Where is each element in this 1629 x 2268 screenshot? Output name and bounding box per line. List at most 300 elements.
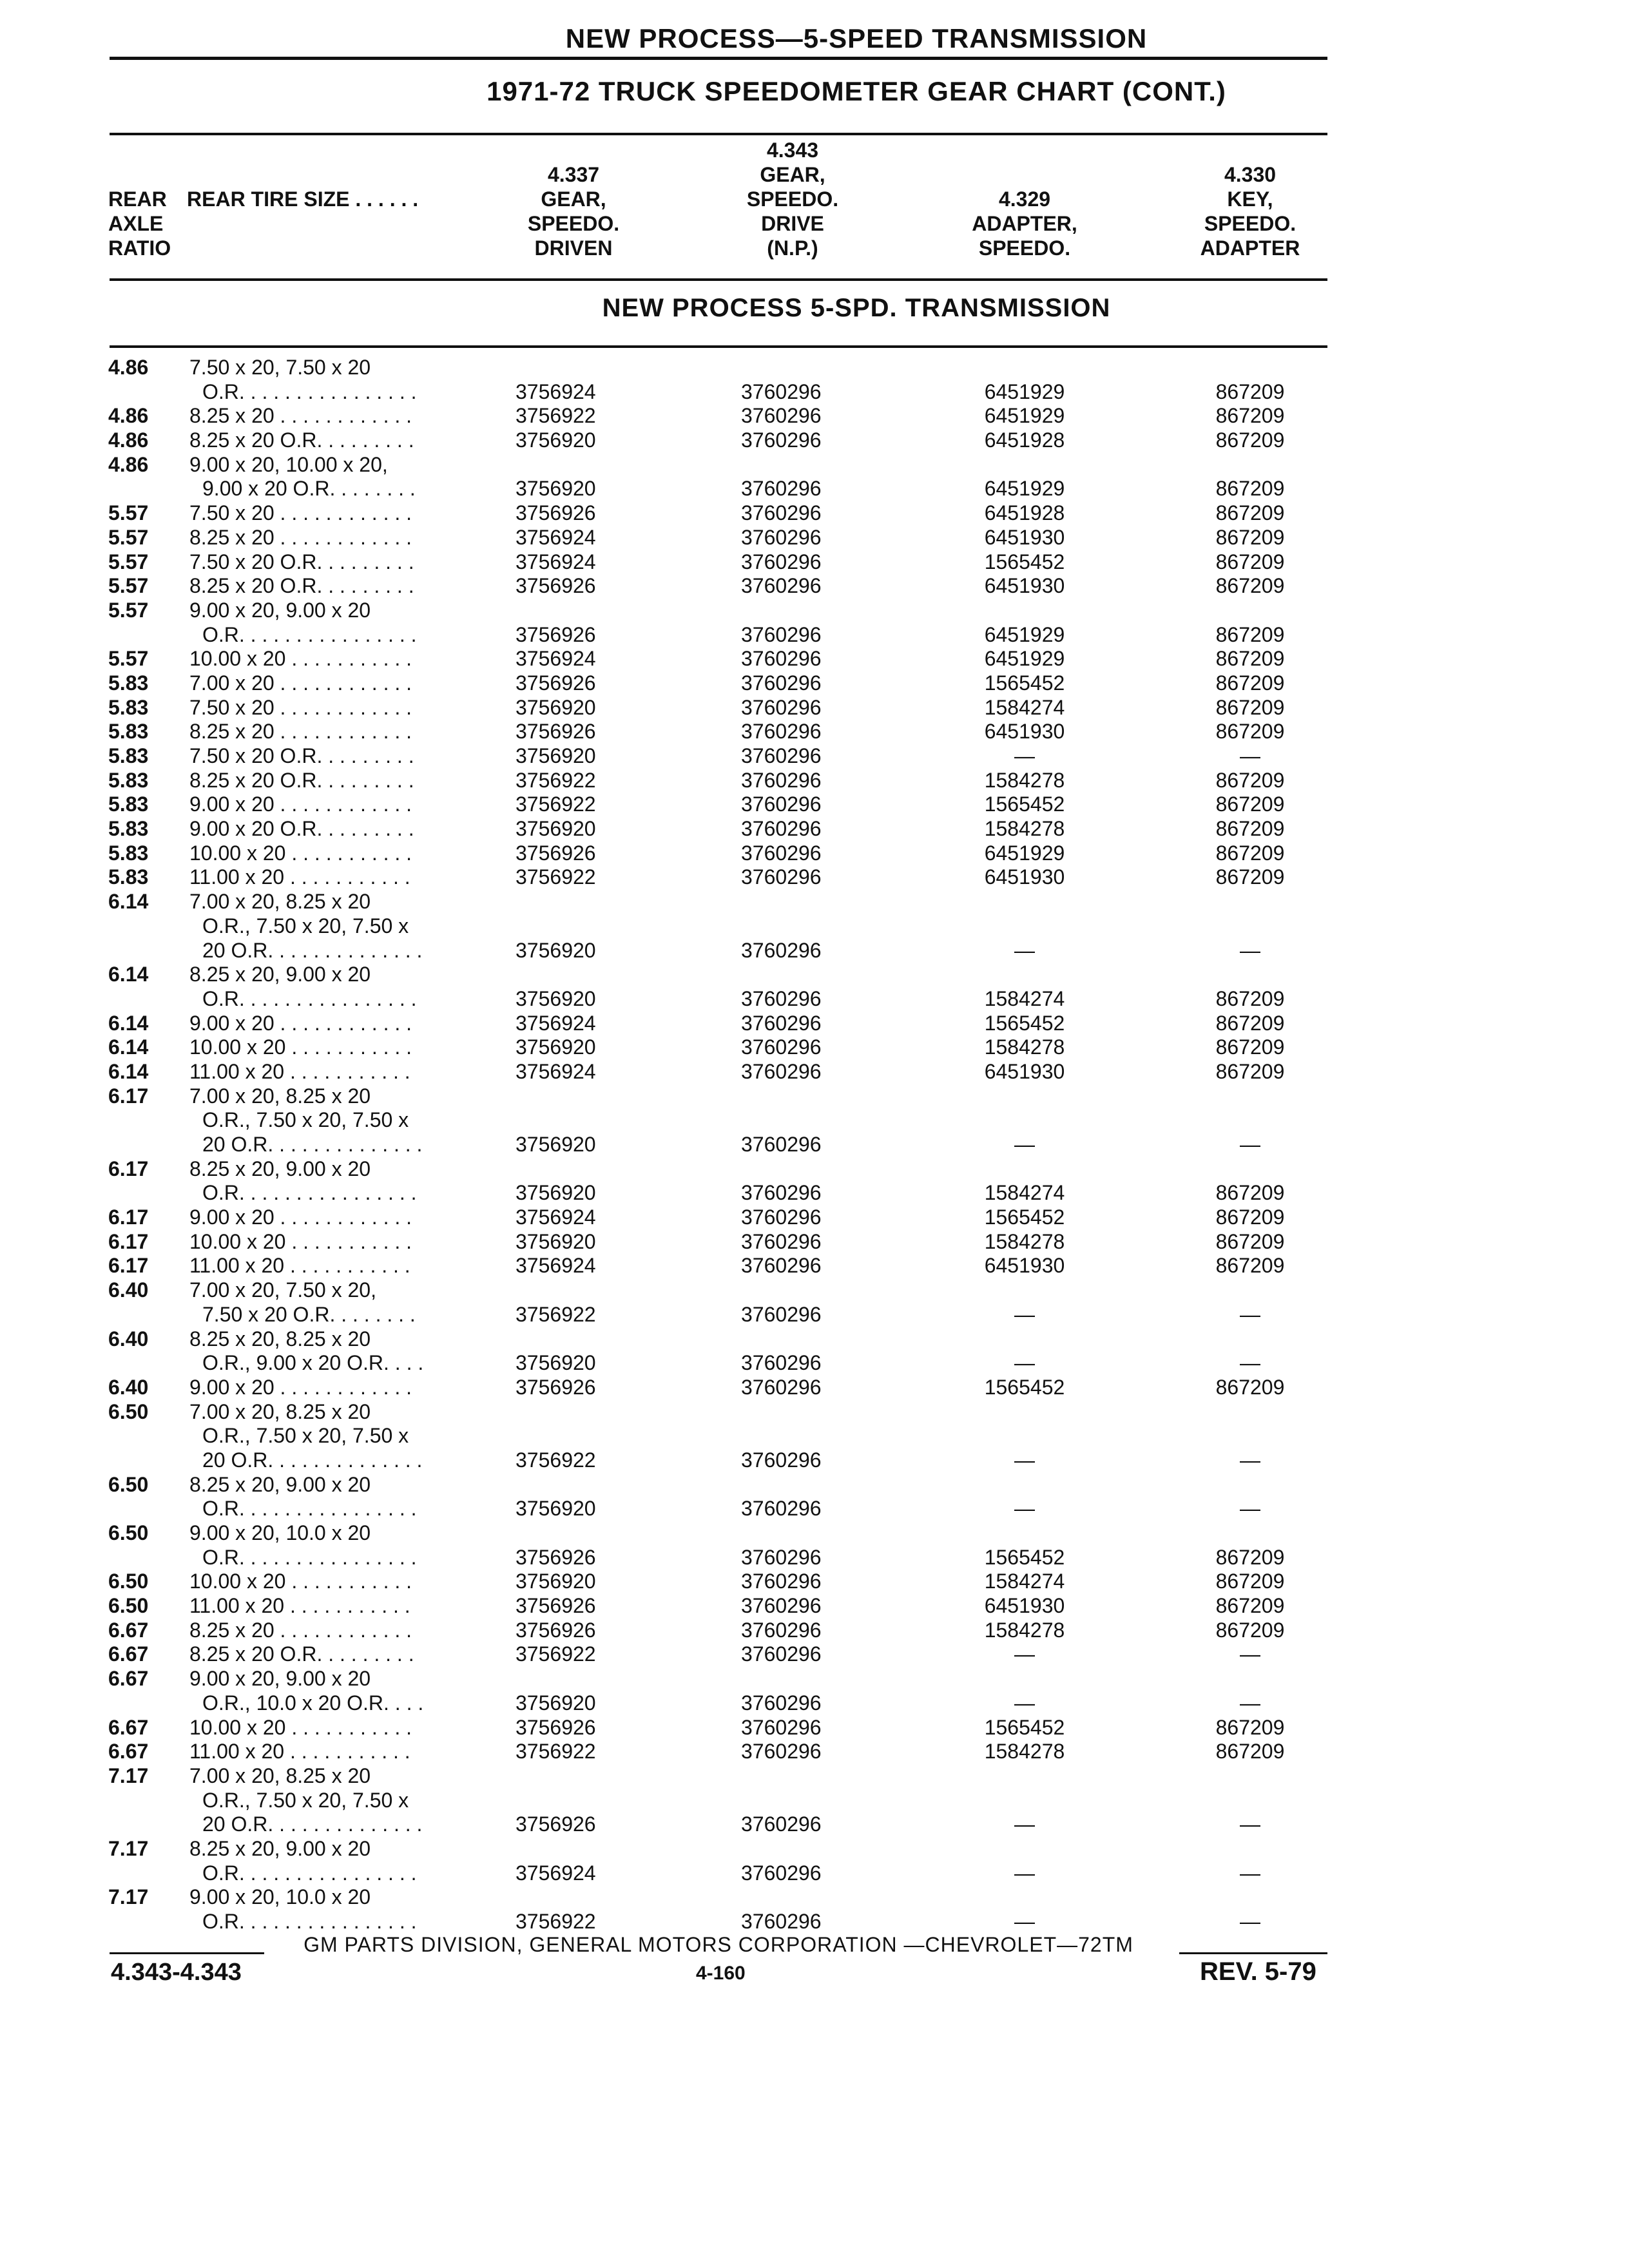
drive-gear-cell: 3760296 bbox=[741, 428, 822, 452]
footer-page-number: 4-160 bbox=[696, 1963, 746, 1984]
adapter-key-cell: — bbox=[1240, 1910, 1260, 1933]
axle-ratio-cell: 5.57 bbox=[108, 574, 149, 598]
adapter-key-cell: 867209 bbox=[1215, 428, 1285, 452]
adapter-key-cell: 867209 bbox=[1215, 647, 1285, 671]
driven-gear-cell: 3756924 bbox=[516, 1254, 596, 1278]
adapter-key-cell: 867209 bbox=[1215, 768, 1285, 792]
drive-gear-cell: 3760296 bbox=[741, 744, 822, 767]
tire-size-cell: 9.00 x 20 O.R. . . . . . . . . bbox=[189, 817, 414, 841]
adapter-key-cell: 867209 bbox=[1215, 671, 1285, 695]
axle-ratio-cell: 5.83 bbox=[108, 817, 149, 841]
driven-gear-cell: 3756926 bbox=[516, 1375, 596, 1399]
adapter-cell: — bbox=[1014, 1351, 1035, 1375]
adapter-cell: 1565452 bbox=[984, 1545, 1065, 1569]
table-row bbox=[0, 1084, 1629, 1109]
driven-gear-cell: 3756922 bbox=[516, 865, 596, 889]
table-row bbox=[0, 1521, 1629, 1546]
table-row bbox=[0, 1619, 1629, 1643]
table-row bbox=[0, 769, 1629, 793]
table-row bbox=[0, 453, 1629, 477]
axle-ratio-cell: 6.67 bbox=[108, 1642, 149, 1666]
driven-gear-cell: 3756924 bbox=[516, 1861, 596, 1885]
axle-ratio-cell: 6.50 bbox=[108, 1472, 149, 1496]
drive-gear-cell: 3760296 bbox=[741, 550, 822, 573]
adapter-key-cell: 867209 bbox=[1215, 695, 1285, 719]
tire-size-cell: 8.25 x 20 O.R. . . . . . . . . bbox=[189, 768, 414, 792]
driven-gear-cell: 3756920 bbox=[516, 938, 596, 962]
adapter-cell: — bbox=[1014, 1910, 1035, 1933]
table-row bbox=[0, 1448, 1629, 1473]
page-title: NEW PROCESS—5-SPEED TRANSMISSION bbox=[565, 23, 1148, 53]
axle-ratio-cell: 6.17 bbox=[108, 1084, 149, 1108]
adapter-key-cell: 867209 bbox=[1215, 622, 1285, 646]
driven-gear-cell: 3756924 bbox=[516, 550, 596, 573]
adapter-key-cell: 867209 bbox=[1215, 477, 1285, 501]
table-row bbox=[0, 841, 1629, 866]
adapter-cell: — bbox=[1014, 1861, 1035, 1885]
adapter-cell: 6451930 bbox=[984, 525, 1065, 549]
tire-size-cell: O.R., 7.50 x 20, 7.50 x bbox=[202, 1108, 409, 1132]
adapter-key-cell: 867209 bbox=[1215, 1570, 1285, 1593]
adapter-cell: 6451928 bbox=[984, 428, 1065, 452]
driven-gear-cell: 3756920 bbox=[516, 1497, 596, 1521]
drive-gear-cell: 3760296 bbox=[741, 671, 822, 695]
adapter-key-cell: 867209 bbox=[1215, 380, 1285, 403]
drive-gear-cell: 3760296 bbox=[741, 720, 822, 744]
adapter-key-cell: 867209 bbox=[1215, 550, 1285, 573]
drive-gear-cell: 3760296 bbox=[741, 1181, 822, 1205]
table-row bbox=[0, 1594, 1629, 1619]
table-row bbox=[0, 1497, 1629, 1521]
drive-gear-cell: 3760296 bbox=[741, 1740, 822, 1763]
driven-gear-cell: 3756926 bbox=[516, 501, 596, 525]
tire-size-cell: 8.25 x 20 . . . . . . . . . . . . bbox=[189, 404, 412, 428]
axle-ratio-cell: 5.83 bbox=[108, 768, 149, 792]
adapter-cell: 1584278 bbox=[984, 1229, 1065, 1253]
table-row bbox=[0, 1060, 1629, 1084]
axle-ratio-cell: 6.17 bbox=[108, 1254, 149, 1278]
title-rule bbox=[110, 57, 1327, 60]
header-key: 4.330 KEY, SPEEDO. ADAPTER bbox=[1200, 163, 1300, 260]
axle-ratio-cell: 6.17 bbox=[108, 1206, 149, 1229]
table-row bbox=[0, 865, 1629, 890]
table-row bbox=[0, 1012, 1629, 1036]
driven-gear-cell: 3756924 bbox=[516, 1059, 596, 1083]
adapter-cell: 6451929 bbox=[984, 622, 1065, 646]
driven-gear-cell: 3756922 bbox=[516, 793, 596, 816]
table-row bbox=[0, 1181, 1629, 1206]
table-row bbox=[0, 1910, 1629, 1934]
section-title: NEW PROCESS 5-SPD. TRANSMISSION bbox=[602, 294, 1111, 322]
drive-gear-cell: 3760296 bbox=[741, 1375, 822, 1399]
axle-ratio-cell: 6.40 bbox=[108, 1327, 149, 1350]
driven-gear-cell: 3756924 bbox=[516, 525, 596, 549]
adapter-key-cell: — bbox=[1240, 938, 1260, 962]
adapter-key-cell: — bbox=[1240, 1861, 1260, 1885]
driven-gear-cell: 3756924 bbox=[516, 647, 596, 671]
footer-revision: REV. 5-79 bbox=[1200, 1957, 1316, 1986]
tire-size-cell: 9.00 x 20, 10.00 x 20, bbox=[189, 452, 388, 476]
tire-size-cell: 9.00 x 20 O.R. . . . . . . . bbox=[202, 477, 416, 501]
drive-gear-cell: 3760296 bbox=[741, 1351, 822, 1375]
tire-size-cell: 20 O.R. . . . . . . . . . . . . . bbox=[202, 1133, 423, 1156]
tire-size-cell: 10.00 x 20 . . . . . . . . . . . bbox=[189, 647, 412, 671]
table-row bbox=[0, 1570, 1629, 1594]
tire-size-cell: 8.25 x 20, 8.25 x 20 bbox=[189, 1327, 371, 1350]
header-top-rule bbox=[110, 133, 1327, 135]
table-row bbox=[0, 1789, 1629, 1813]
axle-ratio-cell: 5.83 bbox=[108, 744, 149, 767]
tire-size-cell: 10.00 x 20 . . . . . . . . . . . bbox=[189, 1715, 412, 1739]
driven-gear-cell: 3756920 bbox=[516, 1570, 596, 1593]
adapter-key-cell: — bbox=[1240, 1133, 1260, 1156]
adapter-key-cell: — bbox=[1240, 744, 1260, 767]
driven-gear-cell: 3756920 bbox=[516, 817, 596, 841]
driven-gear-cell: 3756926 bbox=[516, 622, 596, 646]
driven-gear-cell: 3756920 bbox=[516, 1133, 596, 1156]
adapter-key-cell: 867209 bbox=[1215, 1740, 1285, 1763]
tire-size-cell: 8.25 x 20, 9.00 x 20 bbox=[189, 1472, 371, 1496]
driven-gear-cell: 3756924 bbox=[516, 380, 596, 403]
adapter-key-cell: — bbox=[1240, 1812, 1260, 1836]
table-row bbox=[0, 1764, 1629, 1789]
tire-size-cell: 7.50 x 20 . . . . . . . . . . . . bbox=[189, 695, 412, 719]
axle-ratio-cell: 6.67 bbox=[108, 1618, 149, 1642]
table-row bbox=[0, 526, 1629, 550]
driven-gear-cell: 3756920 bbox=[516, 1691, 596, 1715]
axle-ratio-cell: 6.17 bbox=[108, 1157, 149, 1180]
tire-size-cell: 8.25 x 20, 9.00 x 20 bbox=[189, 963, 371, 986]
adapter-cell: — bbox=[1014, 1302, 1035, 1326]
table-row bbox=[0, 671, 1629, 696]
adapter-cell: — bbox=[1014, 1133, 1035, 1156]
driven-gear-cell: 3756922 bbox=[516, 1740, 596, 1763]
driven-gear-cell: 3756926 bbox=[516, 1545, 596, 1569]
tire-size-cell: 10.00 x 20 . . . . . . . . . . . bbox=[189, 1229, 412, 1253]
driven-gear-cell: 3756922 bbox=[516, 1910, 596, 1933]
table-row bbox=[0, 817, 1629, 841]
axle-ratio-cell: 5.57 bbox=[108, 598, 149, 622]
driven-gear-cell: 3756922 bbox=[516, 1642, 596, 1666]
drive-gear-cell: 3760296 bbox=[741, 1642, 822, 1666]
tire-size-cell: 9.00 x 20 . . . . . . . . . . . . bbox=[189, 793, 412, 816]
drive-gear-cell: 3760296 bbox=[741, 1691, 822, 1715]
tire-size-cell: O.R. . . . . . . . . . . . . . . . bbox=[202, 1861, 417, 1885]
table-row bbox=[0, 1108, 1629, 1133]
driven-gear-cell: 3756920 bbox=[516, 744, 596, 767]
axle-ratio-cell: 6.17 bbox=[108, 1229, 149, 1253]
drive-gear-cell: 3760296 bbox=[741, 938, 822, 962]
adapter-cell: 1565452 bbox=[984, 550, 1065, 573]
tire-size-cell: 7.00 x 20, 8.25 x 20 bbox=[189, 1763, 371, 1787]
adapter-cell: 6451930 bbox=[984, 574, 1065, 598]
axle-ratio-cell: 5.57 bbox=[108, 501, 149, 525]
adapter-key-cell: 867209 bbox=[1215, 1181, 1285, 1205]
axle-ratio-cell: 4.86 bbox=[108, 428, 149, 452]
adapter-cell: — bbox=[1014, 1497, 1035, 1521]
tire-size-cell: 8.25 x 20 . . . . . . . . . . . . bbox=[189, 525, 412, 549]
tire-size-cell: 7.50 x 20, 7.50 x 20 bbox=[189, 356, 371, 379]
axle-ratio-cell: 6.67 bbox=[108, 1740, 149, 1763]
adapter-cell: — bbox=[1014, 1448, 1035, 1472]
adapter-cell: 1584278 bbox=[984, 1035, 1065, 1059]
adapter-key-cell: 867209 bbox=[1215, 720, 1285, 744]
adapter-key-cell: 867209 bbox=[1215, 501, 1285, 525]
adapter-cell: 6451929 bbox=[984, 380, 1065, 403]
drive-gear-cell: 3760296 bbox=[741, 1035, 822, 1059]
adapter-cell: 6451930 bbox=[984, 865, 1065, 889]
driven-gear-cell: 3756920 bbox=[516, 428, 596, 452]
table-row bbox=[0, 1473, 1629, 1497]
tire-size-cell: O.R. . . . . . . . . . . . . . . . bbox=[202, 1181, 417, 1205]
axle-ratio-cell: 7.17 bbox=[108, 1763, 149, 1787]
tire-size-cell: 8.25 x 20 O.R. . . . . . . . . bbox=[189, 1642, 414, 1666]
axle-ratio-cell: 4.86 bbox=[108, 404, 149, 428]
tire-size-cell: 7.00 x 20, 8.25 x 20 bbox=[189, 890, 371, 914]
tire-size-cell: O.R., 9.00 x 20 O.R. . . . bbox=[202, 1351, 424, 1375]
adapter-key-cell: 867209 bbox=[1215, 1594, 1285, 1618]
tire-size-cell: 11.00 x 20 . . . . . . . . . . . bbox=[189, 1594, 410, 1618]
tire-size-cell: 10.00 x 20 . . . . . . . . . . . bbox=[189, 841, 412, 865]
axle-ratio-cell: 6.14 bbox=[108, 963, 149, 986]
axle-ratio-cell: 6.40 bbox=[108, 1278, 149, 1302]
table-row bbox=[0, 477, 1629, 501]
table-row bbox=[0, 1157, 1629, 1182]
adapter-key-cell: 867209 bbox=[1215, 1545, 1285, 1569]
tire-size-cell: 9.00 x 20, 9.00 x 20 bbox=[189, 1667, 371, 1691]
table-row bbox=[0, 501, 1629, 526]
tire-size-cell: 7.50 x 20 O.R. . . . . . . . . bbox=[189, 550, 414, 573]
tire-size-cell: 20 O.R. . . . . . . . . . . . . . bbox=[202, 1812, 423, 1836]
tire-size-cell: 7.00 x 20 . . . . . . . . . . . . bbox=[189, 671, 412, 695]
axle-ratio-cell: 6.14 bbox=[108, 1059, 149, 1083]
adapter-cell: 1565452 bbox=[984, 1206, 1065, 1229]
tire-size-cell: 9.00 x 20, 10.0 x 20 bbox=[189, 1885, 371, 1909]
axle-ratio-cell: 6.50 bbox=[108, 1399, 149, 1423]
axle-ratio-cell: 5.83 bbox=[108, 865, 149, 889]
adapter-cell: 1584278 bbox=[984, 817, 1065, 841]
adapter-key-cell: 867209 bbox=[1215, 1035, 1285, 1059]
tire-size-cell: 7.00 x 20, 8.25 x 20 bbox=[189, 1399, 371, 1423]
driven-gear-cell: 3756920 bbox=[516, 986, 596, 1010]
tire-size-cell: 10.00 x 20 . . . . . . . . . . . bbox=[189, 1570, 412, 1593]
axle-ratio-cell: 6.14 bbox=[108, 1011, 149, 1035]
tire-size-cell: 7.00 x 20, 8.25 x 20 bbox=[189, 1084, 371, 1108]
driven-gear-cell: 3756926 bbox=[516, 1594, 596, 1618]
tire-size-cell: 11.00 x 20 . . . . . . . . . . . bbox=[189, 1059, 410, 1083]
adapter-cell: 1584278 bbox=[984, 1618, 1065, 1642]
header-ratio: REAR AXLE RATIO bbox=[108, 187, 171, 260]
table-row bbox=[0, 1278, 1629, 1303]
driven-gear-cell: 3756926 bbox=[516, 1618, 596, 1642]
drive-gear-cell: 3760296 bbox=[741, 1448, 822, 1472]
tire-size-cell: 11.00 x 20 . . . . . . . . . . . bbox=[189, 1254, 410, 1278]
adapter-cell: 6451930 bbox=[984, 720, 1065, 744]
adapter-cell: — bbox=[1014, 1691, 1035, 1715]
tire-size-cell: 9.00 x 20, 10.0 x 20 bbox=[189, 1521, 371, 1544]
tire-size-cell: 7.50 x 20 O.R. . . . . . . . . bbox=[189, 744, 414, 767]
axle-ratio-cell: 6.50 bbox=[108, 1570, 149, 1593]
tire-size-cell: O.R. . . . . . . . . . . . . . . . bbox=[202, 380, 417, 403]
adapter-key-cell: 867209 bbox=[1215, 817, 1285, 841]
table-row bbox=[0, 1667, 1629, 1691]
footer-section-number: 4.343-4.343 bbox=[111, 1959, 242, 1986]
tire-size-cell: O.R. . . . . . . . . . . . . . . . bbox=[202, 1545, 417, 1569]
table-row bbox=[0, 1303, 1629, 1327]
driven-gear-cell: 3756926 bbox=[516, 841, 596, 865]
driven-gear-cell: 3756922 bbox=[516, 768, 596, 792]
adapter-key-cell: 867209 bbox=[1215, 1059, 1285, 1083]
drive-gear-cell: 3760296 bbox=[741, 1594, 822, 1618]
table-row bbox=[0, 1642, 1629, 1667]
adapter-key-cell: 867209 bbox=[1215, 525, 1285, 549]
adapter-key-cell: 867209 bbox=[1215, 404, 1285, 428]
adapter-cell: — bbox=[1014, 744, 1035, 767]
axle-ratio-cell: 5.57 bbox=[108, 525, 149, 549]
tire-size-cell: 20 O.R. . . . . . . . . . . . . . bbox=[202, 1448, 423, 1472]
chart-title: 1971-72 TRUCK SPEEDOMETER GEAR CHART (CONT.) bbox=[487, 76, 1226, 106]
tire-size-cell: O.R., 7.50 x 20, 7.50 x bbox=[202, 914, 409, 937]
adapter-cell: 6451930 bbox=[984, 1059, 1065, 1083]
tire-size-cell: 7.00 x 20, 7.50 x 20, bbox=[189, 1278, 376, 1302]
drive-gear-cell: 3760296 bbox=[741, 1229, 822, 1253]
adapter-key-cell: 867209 bbox=[1215, 841, 1285, 865]
adapter-cell: — bbox=[1014, 1642, 1035, 1666]
drive-gear-cell: 3760296 bbox=[741, 477, 822, 501]
header-gear-drive: 4.343 GEAR, SPEEDO. DRIVE (N.P.) bbox=[746, 139, 839, 260]
drive-gear-cell: 3760296 bbox=[741, 768, 822, 792]
driven-gear-cell: 3756924 bbox=[516, 1206, 596, 1229]
tire-size-cell: 8.25 x 20 . . . . . . . . . . . . bbox=[189, 720, 412, 744]
adapter-cell: 1565452 bbox=[984, 671, 1065, 695]
drive-gear-cell: 3760296 bbox=[741, 1618, 822, 1642]
table-row bbox=[0, 1254, 1629, 1278]
adapter-cell: 6451930 bbox=[984, 1254, 1065, 1278]
axle-ratio-cell: 5.57 bbox=[108, 550, 149, 573]
drive-gear-cell: 3760296 bbox=[741, 793, 822, 816]
driven-gear-cell: 3756920 bbox=[516, 477, 596, 501]
adapter-cell: 1565452 bbox=[984, 1011, 1065, 1035]
driven-gear-cell: 3756920 bbox=[516, 1229, 596, 1253]
drive-gear-cell: 3760296 bbox=[741, 695, 822, 719]
driven-gear-cell: 3756922 bbox=[516, 1302, 596, 1326]
table-row bbox=[0, 599, 1629, 623]
table-row bbox=[0, 1351, 1629, 1376]
table-row bbox=[0, 404, 1629, 428]
axle-ratio-cell: 6.67 bbox=[108, 1667, 149, 1691]
adapter-cell: 1565452 bbox=[984, 1715, 1065, 1739]
drive-gear-cell: 3760296 bbox=[741, 1545, 822, 1569]
table-row bbox=[0, 1327, 1629, 1352]
tire-size-cell: 8.25 x 20, 9.00 x 20 bbox=[189, 1157, 371, 1180]
table-row bbox=[0, 1035, 1629, 1060]
drive-gear-cell: 3760296 bbox=[741, 1570, 822, 1593]
adapter-key-cell: 867209 bbox=[1215, 793, 1285, 816]
drive-gear-cell: 3760296 bbox=[741, 647, 822, 671]
adapter-cell: 1584278 bbox=[984, 768, 1065, 792]
header-tire-size: REAR TIRE SIZE . . . . . . bbox=[187, 187, 419, 211]
drive-gear-cell: 3760296 bbox=[741, 622, 822, 646]
tire-size-cell: 11.00 x 20 . . . . . . . . . . . bbox=[189, 1740, 410, 1763]
drive-gear-cell: 3760296 bbox=[741, 1910, 822, 1933]
axle-ratio-cell: 4.86 bbox=[108, 452, 149, 476]
table-row bbox=[0, 647, 1629, 671]
axle-ratio-cell: 6.50 bbox=[108, 1521, 149, 1544]
adapter-cell: 1584274 bbox=[984, 1181, 1065, 1205]
axle-ratio-cell: 6.67 bbox=[108, 1715, 149, 1739]
adapter-key-cell: — bbox=[1240, 1302, 1260, 1326]
tire-size-cell: 7.50 x 20 O.R. . . . . . . . bbox=[202, 1302, 416, 1326]
adapter-cell: 6451929 bbox=[984, 477, 1065, 501]
adapter-key-cell: 867209 bbox=[1215, 986, 1285, 1010]
tire-size-cell: O.R., 10.0 x 20 O.R. . . . bbox=[202, 1691, 424, 1715]
tire-size-cell: O.R., 7.50 x 20, 7.50 x bbox=[202, 1424, 409, 1448]
axle-ratio-cell: 4.86 bbox=[108, 356, 149, 379]
adapter-key-cell: 867209 bbox=[1215, 865, 1285, 889]
adapter-key-cell: 867209 bbox=[1215, 1206, 1285, 1229]
axle-ratio-cell: 5.83 bbox=[108, 841, 149, 865]
axle-ratio-cell: 6.50 bbox=[108, 1594, 149, 1618]
header-bottom-rule bbox=[110, 278, 1327, 281]
tire-size-cell: 8.25 x 20 . . . . . . . . . . . . bbox=[189, 1618, 412, 1642]
drive-gear-cell: 3760296 bbox=[741, 501, 822, 525]
table-row bbox=[0, 720, 1629, 744]
adapter-cell: 1584274 bbox=[984, 695, 1065, 719]
adapter-key-cell: — bbox=[1240, 1642, 1260, 1666]
tire-size-cell: 10.00 x 20 . . . . . . . . . . . bbox=[189, 1035, 412, 1059]
table-row bbox=[0, 356, 1629, 380]
adapter-cell: — bbox=[1014, 1812, 1035, 1836]
table-row bbox=[0, 1716, 1629, 1740]
drive-gear-cell: 3760296 bbox=[741, 986, 822, 1010]
axle-ratio-cell: 7.17 bbox=[108, 1885, 149, 1909]
driven-gear-cell: 3756926 bbox=[516, 1812, 596, 1836]
footer-publisher: GM PARTS DIVISION, GENERAL MOTORS CORPORATION —CHEVROLET—72TM bbox=[304, 1933, 1133, 1956]
driven-gear-cell: 3756920 bbox=[516, 1035, 596, 1059]
drive-gear-cell: 3760296 bbox=[741, 1206, 822, 1229]
adapter-cell: — bbox=[1014, 938, 1035, 962]
driven-gear-cell: 3756924 bbox=[516, 1011, 596, 1035]
drive-gear-cell: 3760296 bbox=[741, 1812, 822, 1836]
table-row bbox=[0, 793, 1629, 817]
header-adapter: 4.329 ADAPTER, SPEEDO. bbox=[972, 187, 1077, 260]
adapter-key-cell: — bbox=[1240, 1497, 1260, 1521]
adapter-cell: 1565452 bbox=[984, 793, 1065, 816]
table-row bbox=[0, 1230, 1629, 1254]
table-row bbox=[0, 1376, 1629, 1400]
tire-size-cell: 9.00 x 20, 9.00 x 20 bbox=[189, 598, 371, 622]
tire-size-cell: 9.00 x 20 . . . . . . . . . . . . bbox=[189, 1375, 412, 1399]
axle-ratio-cell: 6.14 bbox=[108, 1035, 149, 1059]
adapter-cell: 6451929 bbox=[984, 841, 1065, 865]
axle-ratio-cell: 5.83 bbox=[108, 793, 149, 816]
table-row bbox=[0, 696, 1629, 720]
table-row bbox=[0, 1885, 1629, 1910]
drive-gear-cell: 3760296 bbox=[741, 1059, 822, 1083]
axle-ratio-cell: 5.57 bbox=[108, 647, 149, 671]
adapter-key-cell: 867209 bbox=[1215, 574, 1285, 598]
section-rule bbox=[110, 345, 1327, 348]
drive-gear-cell: 3760296 bbox=[741, 380, 822, 403]
adapter-key-cell: — bbox=[1240, 1448, 1260, 1472]
adapter-cell: 1584274 bbox=[984, 986, 1065, 1010]
table-row bbox=[0, 550, 1629, 575]
driven-gear-cell: 3756920 bbox=[516, 695, 596, 719]
table-row bbox=[0, 1812, 1629, 1837]
adapter-cell: 6451930 bbox=[984, 1594, 1065, 1618]
driven-gear-cell: 3756920 bbox=[516, 1351, 596, 1375]
tire-size-cell: 7.50 x 20 . . . . . . . . . . . . bbox=[189, 501, 412, 525]
